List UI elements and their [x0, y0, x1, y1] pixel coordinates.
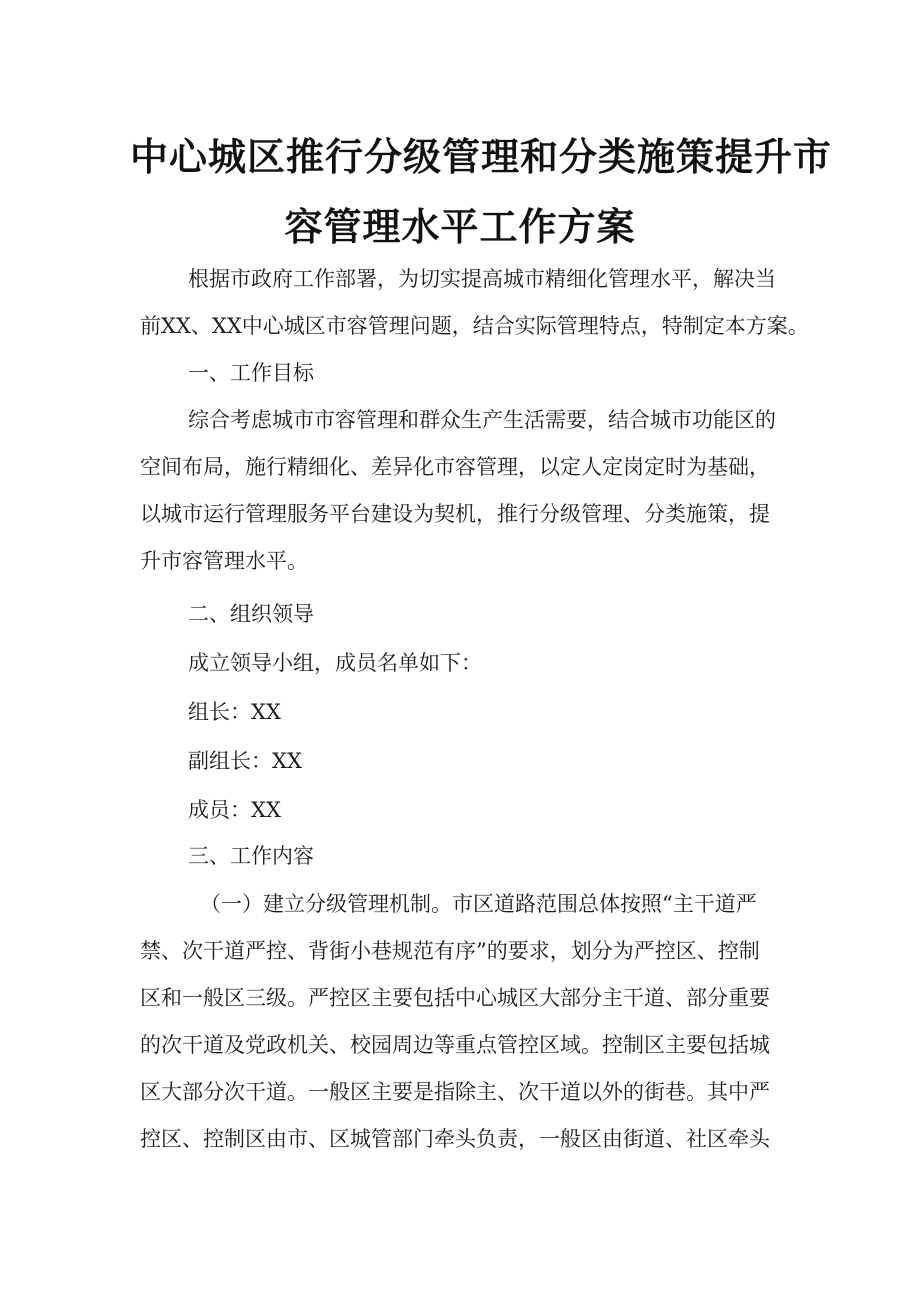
section1-heading-block	[140, 350, 780, 397]
section2-body: 成立领导小组，成员名单如下：	[188, 651, 482, 675]
section2-block	[140, 591, 780, 834]
section3-line-5: 区大部分次干道。一般区主要是指除主、次干道以外的街巷。其中严	[140, 1080, 770, 1104]
section1-line-4: 升市容管理水平。	[140, 549, 308, 573]
section1-line-2: 空间布局，施行精细化、差异化市容管理，以定人定岗定时为基础，	[140, 455, 770, 479]
section1-line-1: 综合考虑城市市容管理和群众生产生活需要，结合城市功能区的	[188, 408, 776, 432]
section3-paragraph	[140, 881, 780, 1163]
section3-line-4: 的次干道及党政机关、校园周边等重点管控区域。控制区主要包括城	[140, 1033, 770, 1057]
section1-heading: 一、工作目标	[188, 361, 314, 385]
section3-line-6: 控区、控制区由市、区城管部门牵头负责，一般区由街道、社区牵头	[140, 1127, 770, 1151]
document-title-line-1: 中心城区推行分级管理和分类施策提升市	[130, 135, 833, 179]
intro-paragraph	[140, 256, 809, 350]
section3-heading: 三、工作内容	[188, 844, 314, 868]
leader-line: 组长：XX	[188, 700, 281, 724]
members-line: 成员：XX	[188, 798, 281, 822]
section3-line-3: 区和一般区三级。严控区主要包括中心城区大部分主干道、部分重要	[140, 986, 770, 1010]
deputy-leader-line: 副组长：XX	[188, 749, 302, 773]
section2-heading: 二、组织领导	[188, 602, 314, 626]
section1-line-3: 以城市运行管理服务平台建设为契机，推行分级管理、分类施策，提	[140, 502, 770, 526]
section3-heading-block	[140, 833, 780, 880]
section1-paragraph	[140, 397, 780, 585]
intro-line-1: 根据市政府工作部署，为切实提高城市精细化管理水平，解决当	[188, 267, 776, 291]
section3-line-2: 禁、次干道严控、背街小巷规范有序”的要求，划分为严控区、控制	[140, 939, 760, 963]
intro-line-2: 前XX、XX中心城区市容管理问题，结合实际管理特点，特制定本方案。	[140, 314, 809, 338]
section3-line-1: （一）建立分级管理机制。市区道路范围总体按照“主干道严	[200, 892, 757, 916]
document-title-line-2: 容管理水平工作方案	[284, 205, 636, 249]
